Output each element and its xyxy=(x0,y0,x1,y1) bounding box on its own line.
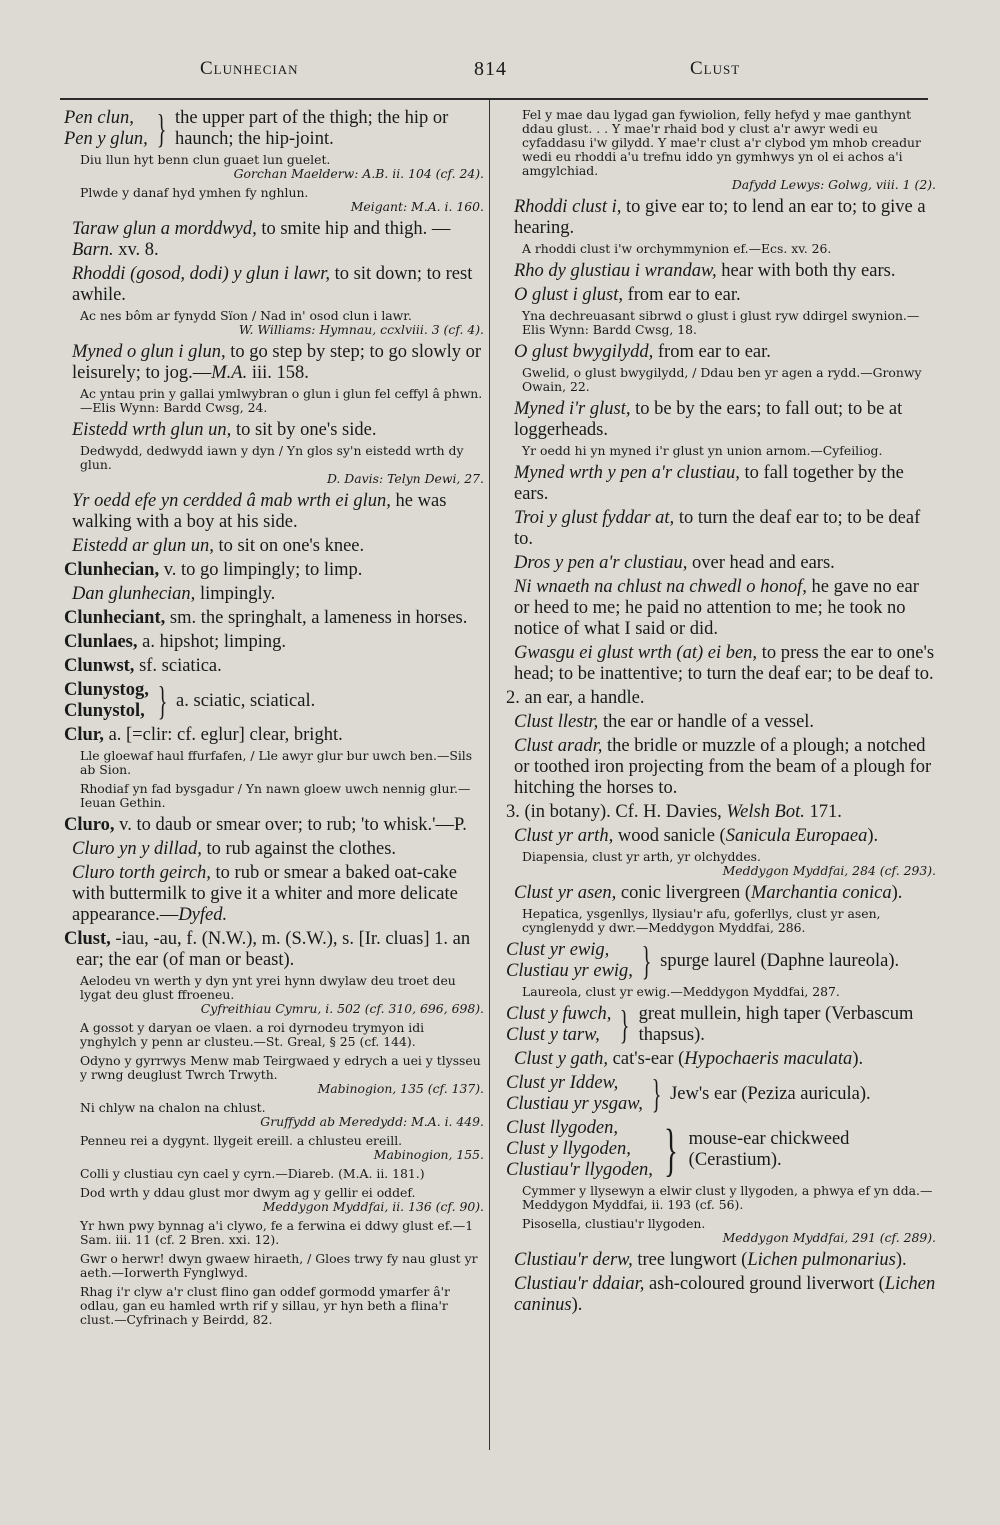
running-head-right: Clust xyxy=(690,58,741,79)
entry-phrase: Rhoddi clust i, to give ear to; to lend an ear to; to give a hearing. xyxy=(514,197,926,238)
entry-phrase: Clust llestr, the ear or handle of a vessel. xyxy=(514,712,815,732)
headword: Clust y llygoden, xyxy=(506,1139,631,1159)
headword: Clunystog, xyxy=(64,680,149,700)
definition: Jew's ear (Peziza auricula). xyxy=(670,1083,871,1104)
quotation: Odyno y gyrrwys Menw mab Teirgwaed y edrych a uei y tlysseu y rwng deuglust Twrch Trwyth. Mabinogion, 135 (cf. 137). xyxy=(80,1053,484,1096)
definition: spurge laurel (Daphne laureola). xyxy=(660,950,900,971)
entry-phrase: Eistedd ar glun un, to sit on one's knee. xyxy=(72,536,365,556)
headword: Clunhecian, xyxy=(64,560,160,580)
quotation: Gwr o herwr! dwyn gwaew hiraeth, / Gloes trwy fy nau glust yr aeth.—Iorwerth Fynglwyd. xyxy=(80,1251,478,1280)
entry-phrase: Dan glunhecian, limpingly. xyxy=(72,584,276,604)
quotation: Ni chlyw na chalon na chlust. Gruffydd ab Meredydd: M.A. i. 449. xyxy=(80,1100,484,1129)
citation: D. Davis: Telyn Dewi, 27. xyxy=(326,471,484,486)
quotation: Aelodeu vn werth y dyn ynt yrei hynn dwylaw deu troet deu lygat deu glust ffroeneu. Cyfreithiau Cymru, i. 502 (cf. 310, 696, 698). xyxy=(80,973,484,1016)
entry-phrase: Troi y glust fyddar at, to turn the deaf ear to; to be deaf to. xyxy=(514,508,921,549)
quotation: Diapensia, clust yr arth, yr olchyddes. Meddygon Myddfai, 284 (cf. 293). xyxy=(522,849,936,878)
entry-clust-yr-iddew xyxy=(506,1073,936,1115)
entry-phrase: Ni wnaeth na chlust na chwedl o honof, he gave no ear or heed to me; he paid no attention to me; he took no notice of what I said or did. xyxy=(514,577,919,639)
entry-phrase: O glust i glust, from ear to ear. xyxy=(514,285,741,305)
header-rule xyxy=(60,98,928,100)
entry-phrase: Gwasgu ei glust wrth (at) ei ben, to press the ear to one's head; to be inattentive; to turn the deaf ear; to be deaf to. xyxy=(514,643,935,684)
entry-phrase: Yr oedd efe yn cerdded â mab wrth ei glun, he was walking with a boy at his side. xyxy=(72,491,447,532)
entry-phrase: Dros y pen a'r clustiau, over head and ears. xyxy=(514,553,835,573)
entry-phrase: Myned i'r glust, to be by the ears; to fall out; to be at loggerheads. xyxy=(514,399,903,440)
citation: Meddygon Myddfai, ii. 136 (cf. 90). xyxy=(262,1199,484,1214)
entry-phrase: Clustiau'r ddaiar, ash-coloured ground liverwort (Lichen caninus). xyxy=(514,1274,936,1315)
entry-phrase: Taraw glun a morddwyd, to smite hip and thigh. —Barn. xv. 8. xyxy=(72,219,451,260)
quotation: Hepatica, ysgenllys, llysiau'r afu, goferllys, clust yr asen, cynglenydd y dwr.—Meddygon Myddfai, 286. xyxy=(522,906,881,935)
entry-phrase: Clust yr arth, wood sanicle (Sanicula Europaea). xyxy=(514,826,879,846)
quotation: Laureola, clust yr ewig.—Meddygon Myddfai, 287. xyxy=(522,984,840,999)
headword: Pen y glun, xyxy=(64,129,148,149)
entry-clunlaes: Clunlaes, a. hipshot; limping. xyxy=(64,632,287,652)
column-divider xyxy=(489,100,490,1450)
quotation: Lle gloewaf haul ffurfafen, / Lle awyr glur bur uwch ben.—Sils ab Sion. xyxy=(80,748,473,777)
entry-phrase: Myned o glun i glun, to go step by step; to go slowly or leisurely; to jog.—M.A. iii. 158. xyxy=(72,342,482,383)
entry-clust-y-fuwch xyxy=(506,1004,936,1046)
definition: mouse-ear chickweed (Cerastium). xyxy=(688,1128,850,1170)
citation: Dafydd Lewys: Golwg, viii. 1 (2). xyxy=(731,177,936,192)
brace: } xyxy=(157,678,168,723)
definition: the upper part of the thigh; the hip or haunch; the hip-joint. xyxy=(174,108,449,149)
brace: } xyxy=(641,938,652,983)
entry-phrase: O glust bwygilydd, from ear to ear. xyxy=(514,342,771,362)
quotation: A gossot y daryan oe vlaen. a roi dyrnodeu trymyon idi ynghylch y penn ar clusteu.—St. Greal, § 25 (cf. 144). xyxy=(80,1020,425,1049)
entry-phrase: Cluro yn y dillad, to rub against the clothes. xyxy=(72,839,397,859)
citation: W. Williams: Hymnau, ccxlviii. 3 (cf. 4). xyxy=(238,322,484,337)
headword: Clunheciant, xyxy=(64,608,166,628)
citation: Mabinogion, 135 (cf. 137). xyxy=(317,1081,484,1096)
headword: Cluro, xyxy=(64,815,115,835)
entry-clunheciant: Clunheciant, sm. the springhalt, a lameness in horses. xyxy=(64,608,468,628)
quotation: Yr hwn pwy bynnag a'i clywo, fe a ferwina ei ddwy glust ef.—1 Sam. iii. 11 (cf. 2 Bren. xxi. 12). xyxy=(80,1218,474,1247)
headword: Clur, xyxy=(64,725,104,745)
quotation: Ac yntau prin y gallai ymlwybran o glun i glun fel ceffyl â phwn.—Elis Wynn: Bardd Cwsg, 24. xyxy=(80,386,483,415)
entry-phrase: Cluro torth geirch, to rub or smear a baked oat-cake with buttermilk to give it a whiter and more delicate appearance.—Dyfed. xyxy=(72,863,458,925)
citation: Meddygon Myddfai, 291 (cf. 289). xyxy=(722,1230,936,1245)
headword: Clust, xyxy=(64,929,111,949)
headword: Pen clun, xyxy=(64,108,134,128)
quotation: Diu llun hyt benn clun guaet lun guelet. Gorchan Maelderw: A.B. ii. 104 (cf. 24). xyxy=(80,152,484,181)
quotation: A rhoddi clust i'w orchymmynion ef.—Ecs. xv. 26. xyxy=(522,241,832,256)
brace: } xyxy=(651,1071,662,1116)
headword: Clustiau yr ewig, xyxy=(506,961,633,981)
headword: Clust y fuwch, xyxy=(506,1004,612,1024)
quotation: Yna dechreuasant sibrwd o glust i glust ryw ddirgel swynion.—Elis Wynn: Bardd Cwsg, 18. xyxy=(522,308,920,337)
brace: } xyxy=(663,1116,678,1182)
citation: Cyfreithiau Cymru, i. 502 (cf. 310, 696, 698). xyxy=(200,1001,484,1016)
entry-clust: Clust, -iau, -au, f. (N.W.), m. (S.W.), s. [Ir. cluas] 1. an ear; the ear (of man or beast). xyxy=(64,929,471,970)
entry-clunystog xyxy=(64,680,484,722)
entry-clunhecian: Clunhecian, v. to go limpingly; to limp. xyxy=(64,560,363,580)
entry-clust-llygoden xyxy=(506,1118,936,1181)
quotation: Gwelid, o glust bwygilydd, / Ddau ben yr agen a rydd.—Gronwy Owain, 22. xyxy=(522,365,922,394)
left-column xyxy=(64,108,484,1458)
page-number: 814 xyxy=(474,58,507,80)
headword: Clust yr Iddew, xyxy=(506,1073,619,1093)
citation: Meigant: M.A. i. 160. xyxy=(350,199,484,214)
headword: Clustiau'r llygoden, xyxy=(506,1160,653,1180)
entry-clunwst: Clunwst, sf. sciatica. xyxy=(64,656,222,676)
quotation: Penneu rei a dygynt. llygeit ereill. a chlusteu ereill. Mabinogion, 155. xyxy=(80,1133,484,1162)
definition: great mullein, high taper (Verbascum thapsus). xyxy=(638,1004,914,1045)
headword: Clustiau yr ysgaw, xyxy=(506,1094,643,1114)
entry-phrase: Clust yr asen, conic livergreen (Marchantia conica). xyxy=(514,883,903,903)
citation: Mabinogion, 155. xyxy=(373,1147,484,1162)
sense-heading: 3. (in botany). Cf. H. Davies, Welsh Bot. 171. xyxy=(506,802,842,822)
headword: Clunwst, xyxy=(64,656,135,676)
quotation: Dod wrth y ddau glust mor dwym ag y gellir ei oddef. Meddygon Myddfai, ii. 136 (cf. 90). xyxy=(80,1185,484,1214)
brace: } xyxy=(156,108,167,151)
entry-phrase: Clust y gath, cat's-ear (Hypochaeris maculata). xyxy=(514,1049,864,1069)
headword: Clunlaes, xyxy=(64,632,138,652)
sense-heading: 2. an ear, a handle. xyxy=(506,688,645,708)
quotation: Colli y clustiau cyn cael y cyrn.—Diareb. (M.A. ii. 181.) xyxy=(80,1166,425,1181)
entry-phrase: Myned wrth y pen a'r clustiau, to fall together by the ears. xyxy=(514,463,904,504)
headword: Clust yr ewig, xyxy=(506,940,610,960)
quotation: Plwde y danaf hyd ymhen fy nghlun. Meigant: M.A. i. 160. xyxy=(80,185,484,214)
quotation: Fel y mae dau lygad gan fywiolion, felly hefyd y mae ganthynt ddau glust. . . Y mae'r rhaid bod y clust a'r awyr wedi eu cyfaddasu i'w gilydd. Y mae'r clust a'r clybod ym mhob creadur wedi eu rhoddi a'u trefnu iddo yn gymhwys yn ol ei achos a'i amgylchiad. Dafydd Lewys: Golwg, viii. 1 (2). xyxy=(522,108,936,192)
quotation: Rhodiaf yn fad bysgadur / Yn nawn gloew uwch nennig glur.—Ieuan Gethin. xyxy=(80,781,471,810)
quotation: Cymmer y llysewyn a elwir clust y llygoden, a phwya ef yn dda.—Meddygon Myddfai, ii. 193 (cf. 56). xyxy=(522,1183,933,1212)
citation: Gruffydd ab Meredydd: M.A. i. 449. xyxy=(260,1114,484,1129)
entry-phrase: Rho dy glustiau i wrandaw, hear with both thy ears. xyxy=(514,261,896,281)
entry-pen-clun xyxy=(64,108,484,150)
entry-phrase: Clustiau'r derw, tree lungwort (Lichen pulmonarius). xyxy=(514,1250,907,1270)
quotation: Dedwydd, dedwydd iawn y dyn / Yn glos sy'n eistedd wrth dy glun. D. Davis: Telyn Dewi, 27. xyxy=(80,443,484,486)
quotation: Pisosella, clustiau'r llygoden. Meddygon Myddfai, 291 (cf. 289). xyxy=(522,1216,936,1245)
entry-clust-yr-ewig xyxy=(506,940,936,982)
headword: Clust y tarw, xyxy=(506,1025,600,1045)
right-column xyxy=(506,108,936,1458)
citation: Gorchan Maelderw: A.B. ii. 104 (cf. 24). xyxy=(233,166,484,181)
entry-phrase: Rhoddi (gosod, dodi) y glun i lawr, to sit down; to rest awhile. xyxy=(72,264,473,305)
entry-phrase: Eistedd wrth glun un, to sit by one's side. xyxy=(72,420,377,440)
headword: Clust llygoden, xyxy=(506,1118,619,1138)
quotation: Ac nes bôm ar fynydd Sïon / Nad in' osod clun i lawr. W. Williams: Hymnau, ccxlviii. 3 (cf. 4). xyxy=(80,308,484,337)
entry-phrase: Clust aradr, the bridle or muzzle of a plough; a notched or toothed iron projecting from the beam of a plough for hitching the horses to. xyxy=(514,736,932,798)
quotation: Rhag i'r clyw a'r clust flino gan oddef gormodd ymarfer â'r odlau, gan eu hamled wrth rif y sillau, yr hyn beth a flina'r clust.—Cyfrinach y Beirdd, 82. xyxy=(80,1284,450,1327)
brace: } xyxy=(620,1002,630,1047)
headword: Clunystol, xyxy=(64,701,145,721)
quotation: Yr oedd hi yn myned i'r glust yn union arnom.—Cyfeiliog. xyxy=(522,443,883,458)
entry-cluro: Cluro, v. to daub or smear over; to rub; 'to whisk.'—P. xyxy=(64,815,467,835)
citation: Meddygon Myddfai, 284 (cf. 293). xyxy=(722,863,936,878)
definition: a. sciatic, sciatical. xyxy=(176,690,316,711)
running-head-left: Clunhecian xyxy=(200,58,299,79)
entry-clur: Clur, a. [=clir: cf. eglur] clear, bright. xyxy=(64,725,343,745)
